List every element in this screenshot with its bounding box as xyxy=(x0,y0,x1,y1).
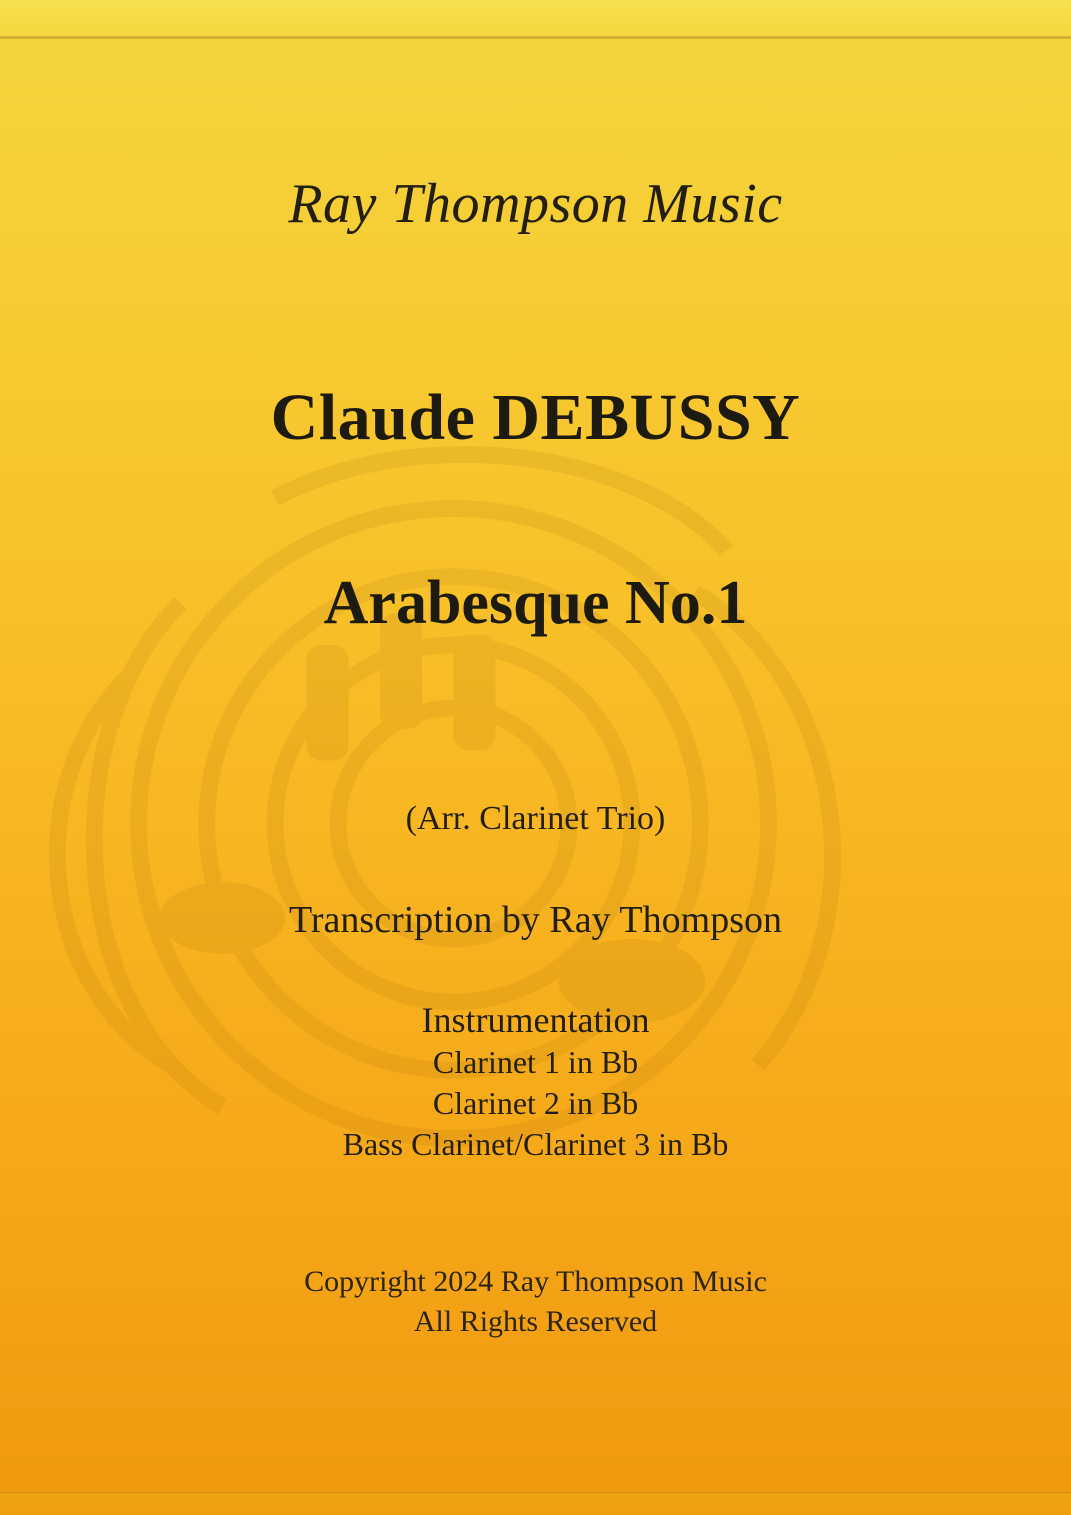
bottom-color-band xyxy=(0,1493,1071,1515)
instrumentation-heading: Instrumentation xyxy=(421,1000,650,1040)
copyright-block xyxy=(0,1262,1071,1342)
copyright-line: Copyright 2024 Ray Thompson Music xyxy=(304,1265,767,1298)
instrumentation-item: Clarinet 2 in Bb xyxy=(432,1085,639,1121)
arrangement-note: (Arr. Clarinet Trio) xyxy=(405,800,666,837)
instrumentation-item: Bass Clarinet/Clarinet 3 in Bb xyxy=(342,1126,729,1162)
instrumentation-item: Clarinet 1 in Bb xyxy=(432,1044,639,1080)
composer-name: Claude DEBUSSY xyxy=(270,381,801,454)
instrumentation-block xyxy=(0,998,1071,1165)
transcription-credit: Transcription by Ray Thompson xyxy=(289,899,782,941)
publisher-name: Ray Thompson Music xyxy=(288,173,783,235)
rights-line: All Rights Reserved xyxy=(413,1305,658,1338)
page-title: Arabesque No.1 xyxy=(323,569,748,637)
